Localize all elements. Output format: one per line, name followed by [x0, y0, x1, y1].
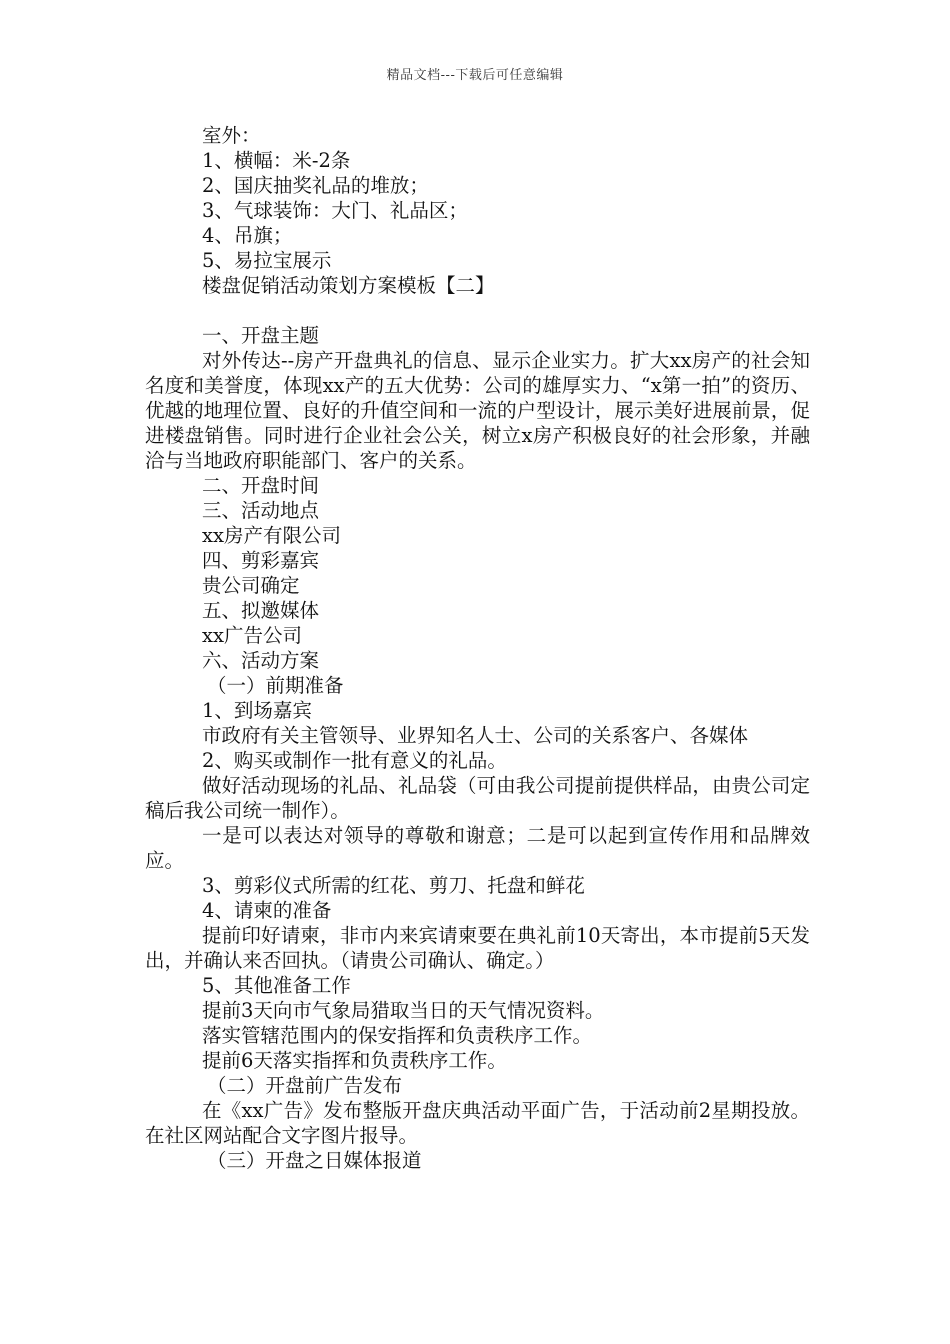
section-heading: 六、活动方案 — [202, 649, 320, 672]
paragraph: 提前3天向市气象局猎取当日的天气情况资料。 — [202, 999, 605, 1022]
section-value: xx房产有限公司 — [202, 524, 341, 547]
list-item: 5、易拉宝展示 — [202, 249, 332, 272]
subsection-heading: （二）开盘前广告发布 — [207, 1074, 403, 1097]
subsection-heading: （三）开盘之日媒体报道 — [207, 1149, 422, 1172]
section-heading: 四、剪彩嘉宾 — [202, 549, 320, 572]
document-body — [145, 123, 810, 1173]
section-value: xx广告公司 — [202, 624, 302, 647]
section-heading: 三、活动地点 — [202, 499, 320, 522]
section-label: 室外： — [202, 124, 261, 147]
paragraph: 市政府有关主管领导、业界知名人士、公司的关系客户、各媒体 — [202, 724, 749, 747]
section-heading: 五、拟邀媒体 — [202, 599, 320, 622]
paragraph: 做好活动现场的礼品、礼品袋（可由我公司提前提供样品，由贵公司定稿后我公司统一制作）。 — [145, 774, 810, 822]
section-value: 贵公司确定 — [202, 574, 300, 597]
paragraph: 提前6天落实指挥和负责秩序工作。 — [202, 1049, 507, 1072]
list-item: 1、横幅：米-2条 — [202, 149, 351, 172]
subsection-heading: （一）前期准备 — [207, 674, 344, 697]
paragraph: 在《xx广告》发布整版开盘庆典活动平面广告，于活动前2星期投放。在社区网站配合文字图片报导。 — [145, 1099, 810, 1147]
paragraph: 落实管辖范围内的保安指挥和负责秩序工作。 — [202, 1024, 593, 1047]
paragraph: 对外传达--房产开盘典礼的信息、显示企业实力。扩大xx房产的社会知名度和美誉度，体现xx产的五大优势：公司的雄厚实力、“x第一拍”的资历、优越的地理位置、良好的升值空间和一流的户型设计，展示美好进展前景，促进楼盘销售。同时进行企业社会公关，树立x房产积极良好的社会形象，并融洽与当地政府职能部门、客户的关系。 — [145, 349, 810, 472]
list-item: 4、请柬的准备 — [202, 899, 332, 922]
list-item: 3、气球装饰：大门、礼品区； — [202, 199, 468, 222]
blank-line — [145, 298, 810, 323]
list-item: 2、国庆抽奖礼品的堆放； — [202, 174, 429, 197]
list-item: 1、到场嘉宾 — [202, 699, 312, 722]
paragraph: 一是可以表达对领导的尊敬和谢意；二是可以起到宣传作用和品牌效应。 — [145, 824, 810, 872]
section-heading: 一、开盘主题 — [202, 324, 320, 347]
list-item: 2、购买或制作一批有意义的礼品。 — [202, 749, 507, 772]
list-item: 5、其他准备工作 — [202, 974, 351, 997]
page-header: 精品文档---下载后可任意编辑 — [386, 68, 564, 83]
section-heading: 二、开盘时间 — [202, 474, 320, 497]
list-item: 4、吊旗； — [202, 224, 293, 247]
paragraph: 提前印好请柬，非市内来宾请柬要在典礼前10天寄出，本市提前5天发出，并确认来否回执。（请贵公司确认、确定。） — [145, 924, 810, 972]
document-title: 楼盘促销活动策划方案模板【二】 — [202, 274, 495, 297]
list-item: 3、剪彩仪式所需的红花、剪刀、托盘和鲜花 — [202, 874, 585, 897]
